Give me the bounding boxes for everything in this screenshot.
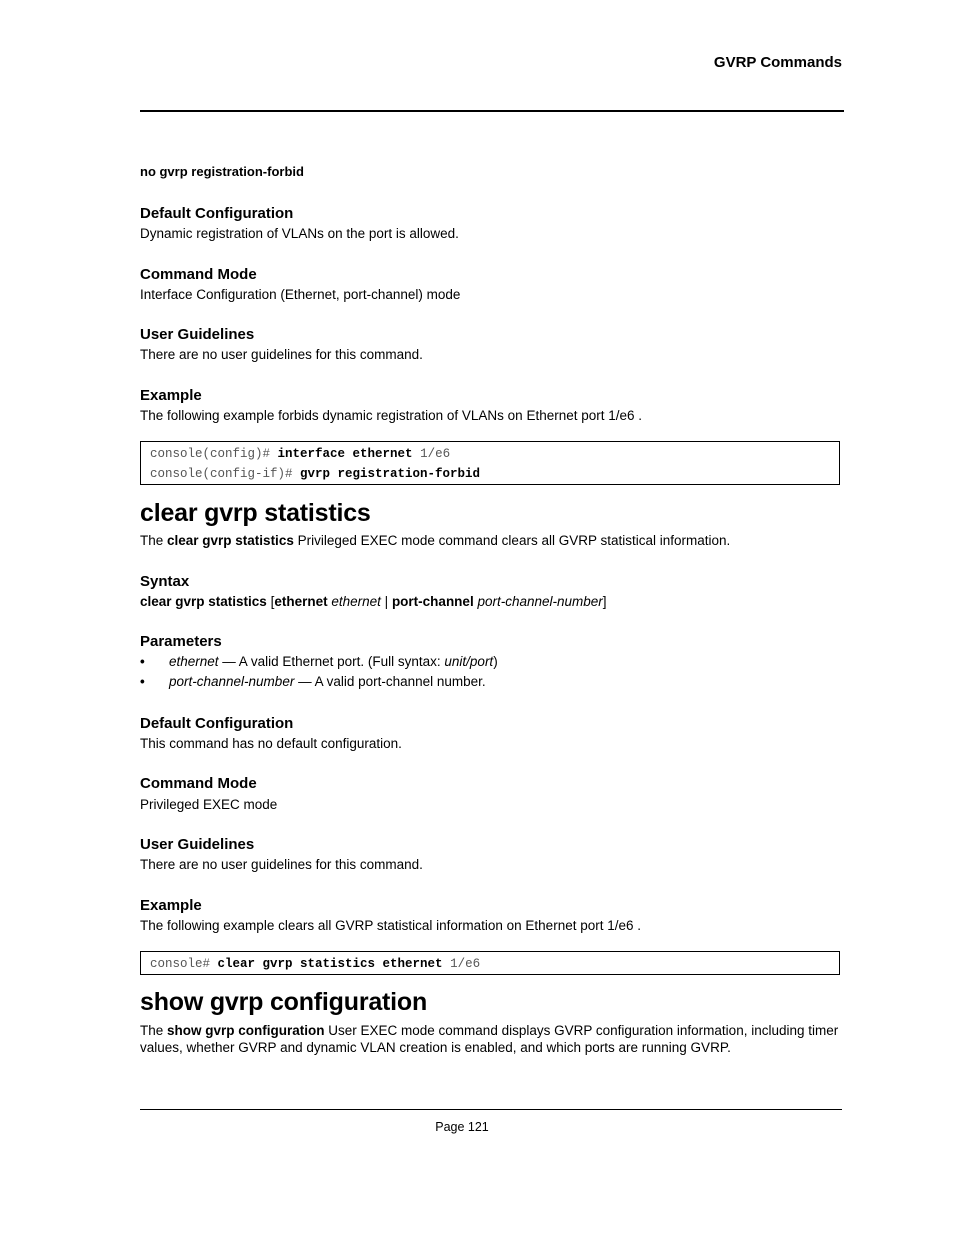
user-guidelines-heading: User Guidelines: [140, 326, 255, 343]
code-line: console# clear gvrp statistics ethernet 1/e6: [150, 957, 481, 971]
user-guidelines-text: There are no user guidelines for this command.: [140, 347, 423, 362]
clear-command-mode-heading: Command Mode: [140, 775, 257, 792]
clear-code-example-box: [140, 951, 840, 975]
no-gvrp-syntax: no gvrp registration-forbid: [140, 164, 304, 179]
default-config-heading: Default Configuration: [140, 205, 294, 222]
page-number: Page 121: [435, 1120, 489, 1134]
example-heading: Example: [140, 387, 202, 404]
footer-rule: [140, 1109, 842, 1110]
parameters-heading: Parameters: [140, 633, 222, 650]
clear-default-config-text: This command has no default configuration.: [140, 736, 402, 751]
show-intro-text: The show gvrp configuration User EXEC mode command displays GVRP configuration information, including timer values, whether GVRP and dynamic VLAN creation is enabled, and which ports are running GVRP.: [140, 1023, 839, 1055]
section-title-clear-gvrp-statistics: clear gvrp statistics: [140, 499, 371, 527]
clear-syntax-line: clear gvrp statistics [ethernet ethernet | port-channel port-channel-number]: [140, 594, 607, 609]
code-line: console(config)# interface ethernet 1/e6: [150, 447, 451, 461]
clear-default-config-heading: Default Configuration: [140, 715, 294, 732]
example-text: The following example forbids dynamic registration of VLANs on Ethernet port 1/e6 .: [140, 408, 643, 423]
clear-command-mode-text: Privileged EXEC mode: [140, 797, 278, 812]
code-example-box: [140, 441, 840, 485]
default-config-text: Dynamic registration of VLANs on the port is allowed.: [140, 226, 459, 241]
section-title-show-gvrp-configuration: show gvrp configuration: [140, 988, 428, 1016]
code-line: console(config-if)# gvrp registration-forbid: [150, 467, 481, 481]
bullet-icon: •: [140, 654, 145, 669]
syntax-heading: Syntax: [140, 573, 190, 590]
command-mode-heading: Command Mode: [140, 266, 257, 283]
bullet-icon: •: [140, 674, 145, 689]
command-mode-text: Interface Configuration (Ethernet, port-channel) mode: [140, 287, 461, 302]
running-header: GVRP Commands: [713, 54, 842, 71]
clear-user-guidelines-text: There are no user guidelines for this command.: [140, 857, 423, 872]
header-rule: [140, 110, 844, 112]
clear-user-guidelines-heading: User Guidelines: [140, 836, 255, 853]
clear-example-text: The following example clears all GVRP statistical information on Ethernet port 1/e6 .: [140, 918, 641, 933]
clear-intro-text: The clear gvrp statistics Privileged EXEC mode command clears all GVRP statistical information.: [140, 533, 731, 548]
clear-example-heading: Example: [140, 897, 202, 914]
